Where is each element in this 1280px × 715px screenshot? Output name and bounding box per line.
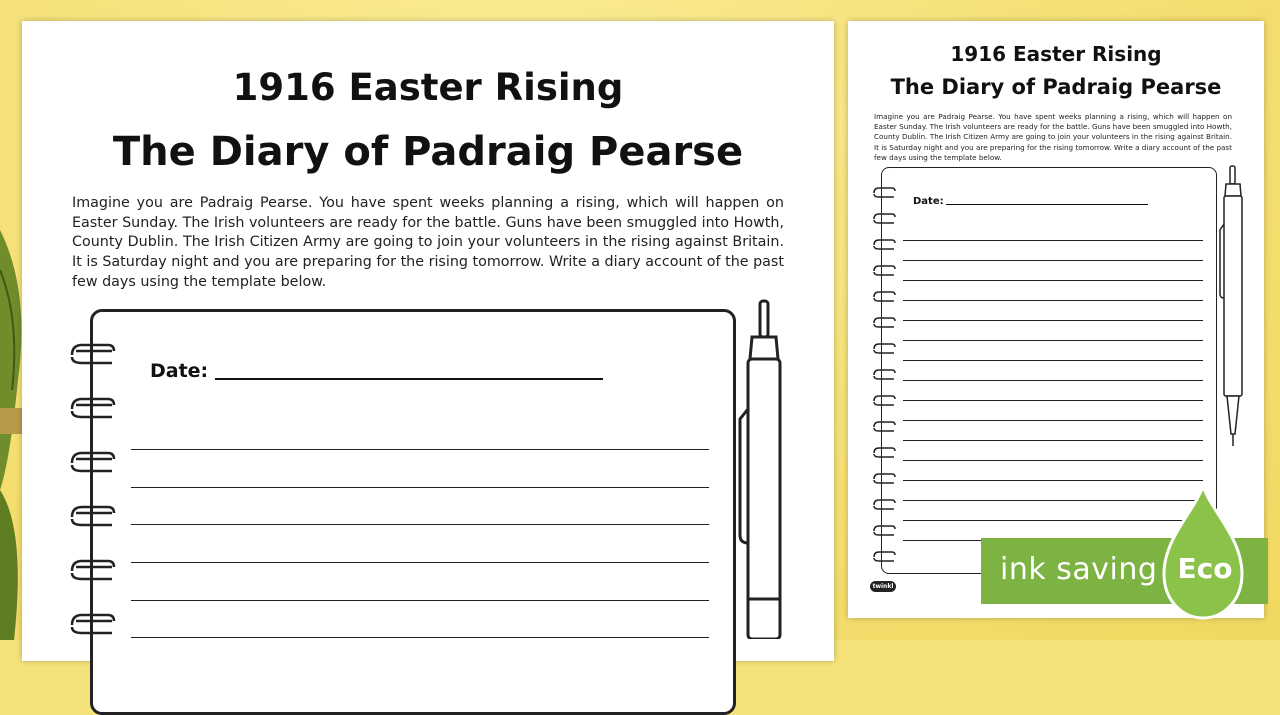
pen-icon — [1218, 164, 1248, 449]
worksheet-subtitle: The Diary of Padraig Pearse — [112, 129, 744, 175]
writing-line — [131, 487, 709, 488]
writing-line — [131, 600, 709, 601]
writing-line — [903, 240, 1203, 241]
writing-line — [903, 320, 1203, 321]
writing-line — [131, 562, 709, 563]
writing-line — [903, 260, 1203, 261]
writing-line — [903, 400, 1203, 401]
writing-line — [903, 440, 1203, 441]
twinkl-logo: twinkl — [870, 581, 896, 592]
worksheet-intro: Imagine you are Padraig Pearse. You have spent weeks planning a rising, which will happen on Easter Sunday. The Irish volunteers are ready for the battle. Guns have been smuggled into Howth, County Dublin. The Irish Citizen Army are going to join your volunteers in the rising against Britain. It is Saturday night and you are preparing for the rising tomorrow. Write a diary account of the past few days using the template below. — [874, 112, 1232, 162]
spiral-binding-icon — [872, 186, 896, 576]
writing-line — [903, 480, 1203, 481]
writing-line — [131, 449, 709, 450]
worksheet-subtitle: The Diary of Padraig Pearse — [890, 75, 1222, 99]
date-label: Date: — [913, 196, 944, 207]
spiral-binding-icon — [68, 341, 118, 661]
worksheet-title: 1916 Easter Rising — [950, 42, 1162, 66]
date-line — [215, 378, 603, 380]
eco-label: Eco — [1177, 552, 1233, 585]
pen-icon — [734, 299, 794, 639]
worksheet-page-large — [22, 21, 834, 661]
writing-line — [903, 420, 1203, 421]
writing-line — [903, 300, 1203, 301]
writing-line — [903, 500, 1203, 501]
writing-line — [131, 524, 709, 525]
writing-line — [903, 520, 1203, 521]
worksheet-intro: Imagine you are Padraig Pearse. You have spent weeks planning a rising, which will happen on Easter Sunday. The Irish volunteers are ready for the battle. Guns have been smuggled into Howth, County Dublin. The Irish Citizen Army are going to join your volunteers in the rising against Britain. It is Saturday night and you are preparing for the rising tomorrow. Write a diary account of the past few days using the template below. — [72, 195, 784, 290]
writing-line — [903, 460, 1203, 461]
writing-line — [903, 360, 1203, 361]
date-line — [946, 204, 1148, 205]
ink-saving-label: ink saving — [1000, 552, 1158, 587]
writing-line — [903, 340, 1203, 341]
writing-line — [903, 380, 1203, 381]
writing-line — [131, 637, 709, 638]
writing-line — [903, 280, 1203, 281]
date-label: Date: — [150, 360, 209, 382]
worksheet-title: 1916 Easter Rising — [232, 66, 624, 109]
diary-notebook — [90, 309, 736, 715]
